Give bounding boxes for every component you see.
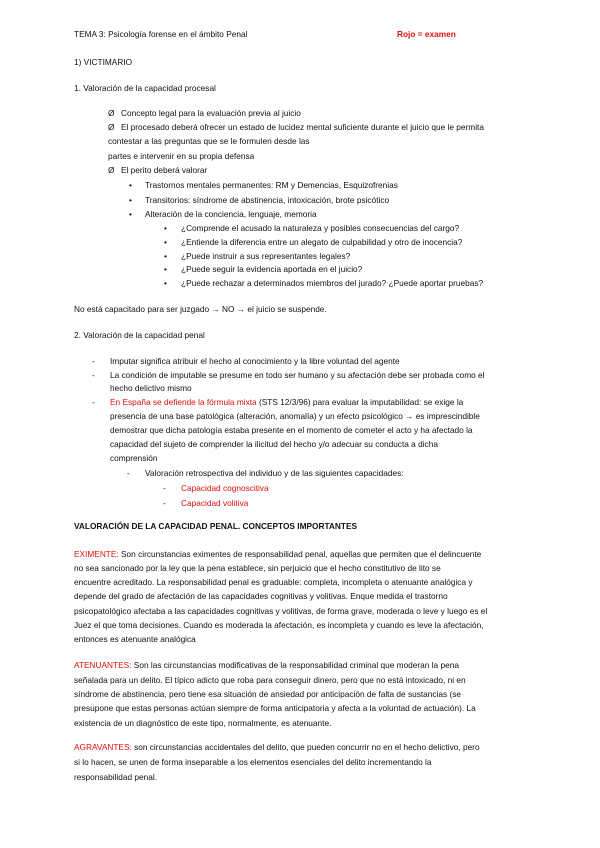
round-bullet-icon: • [164, 251, 167, 261]
section-heading-victimario: 1) VICTIMARIO [74, 57, 133, 67]
question-item: ¿Entiende la diferencia entre un alegato de culpabilidad y otro de inocencia? [181, 237, 463, 247]
atenuantes-text: Son las circunstancias modificativas de la responsabilidad criminal que moderan la pena [131, 660, 459, 670]
sub-bullet-item: Trastornos mentales permanentes: RM y Demencias, Esquizofrenias [145, 180, 398, 190]
round-bullet-icon: • [164, 278, 167, 288]
atenuantes-paragraph-line: existencia de un diagnóstico de este tipo, normalmente, es atenuante. [74, 718, 332, 728]
round-bullet-icon: • [129, 195, 132, 205]
eximente-paragraph-line: Juez el que toma decisiones. Cuando es moderada la afectación, es incompleta y cuando es leve la afectación, [74, 620, 484, 630]
arrow-bullet-icon: Ø [108, 122, 115, 132]
bullet-continuation: contestar a las preguntas que se le formulen desde las [108, 136, 310, 146]
atenuantes-paragraph-line: síndrome de abstinencia, pero tiene esa situación de ansiedad por anticipación de falta de sustancias (se [74, 689, 461, 699]
bullet-item: Concepto legal para la evaluación previa al juicio [121, 108, 301, 118]
agravantes-paragraph-line: responsabilidad penal. [74, 772, 158, 782]
dash-item: La condición de imputable se presume en todo ser humano y su afectación debe ser probada como el [110, 370, 485, 380]
dash-bullet-icon: - [92, 356, 95, 366]
sub-bullet-item: Transitorios: síndrome de abstinencia, intoxicación, brote psicótico [145, 195, 390, 205]
exam-color-legend: Rojo = examen [397, 29, 456, 39]
round-bullet-icon: • [164, 264, 167, 274]
agravantes-paragraph-line: si lo hacen, se unen de forma inseparable a los elementos esenciales del delito incrementando la [74, 757, 432, 767]
dash-bullet-icon: - [127, 468, 130, 478]
dash-item: Imputar significa atribuir el hecho al conocimiento y la libre voluntad del agente [110, 356, 400, 366]
capacity-item: Capacidad cognoscitiva [181, 483, 269, 493]
dash-item-formula-mixta [110, 397, 463, 408]
question-item: ¿Puede rechazar a determinados miembros del jurado? ¿Puede aportar pruebas? [181, 278, 484, 288]
eximente-paragraph-line: depende del grado de afectación de las capacidades cognitivas y volitivas. Enque medida el trastorno [74, 591, 448, 601]
round-bullet-icon: • [164, 223, 167, 233]
formula-mixta-text: (STS 12/3/96) para evaluar la imputabilidad: se exige la [256, 397, 464, 407]
bullet-item: El perito deberá valorar [121, 165, 208, 175]
dash-bullet-icon: - [92, 370, 95, 380]
dash-continuation: capacidad del sujeto de comprender la ilicitud del hecho y/o adecuar su conducta a dicha [110, 439, 438, 449]
retrospective-item: Valoración retrospectiva del individuo y de las siguientes capacidades: [145, 468, 404, 478]
section-heading-conceptos: VALORACIÓN DE LA CAPACIDAD PENAL. CONCEPTOS IMPORTANTES [74, 521, 358, 531]
dash-bullet-icon: - [163, 498, 166, 508]
dash-continuation: hecho delictivo mismo [110, 383, 192, 393]
dash-continuation: comprensión [110, 453, 158, 463]
atenuantes-paragraph-line: presupone que estas personas actúan siempre de forma anticipatoria y afecta a la voluntad de actuación). La [74, 703, 476, 713]
agravantes-paragraph-line [74, 742, 480, 753]
agravantes-text: son circunstancias accidentales del delito, que pueden concurrir no en el hecho delictivo, pero [131, 742, 480, 752]
eximente-paragraph-line: entonces es atenuante analógica [74, 634, 196, 644]
subsection-capacidad-penal: 2. Valoración de la capacidad penal [74, 330, 205, 340]
eximente-paragraph-line: encuentre acreditado. La responsabilidad penal es graduable: completa, incompleta o atenuante analógica y [74, 577, 473, 587]
question-item: ¿Puede instruir a sus representantes legales? [181, 251, 351, 261]
document-title: TEMA 3: Psicología forense en el ámbito Penal [74, 29, 248, 39]
arrow-bullet-icon: Ø [108, 108, 115, 118]
capacity-item: Capacidad volitiva [181, 498, 249, 508]
round-bullet-icon: • [164, 237, 167, 247]
atenuantes-label: ATENUANTES: [74, 660, 132, 670]
question-item: ¿Comprende el acusado la naturaleza y posibles consecuencias del cargo? [181, 223, 460, 233]
eximente-text: Son circunstancias eximentes de responsabilidad penal, aquellas que permiten que el delincuente [118, 549, 482, 559]
question-item: ¿Puede seguir la evidencia aportada en el juicio? [181, 264, 363, 274]
agravantes-label: AGRAVANTES: [74, 742, 132, 752]
dash-continuation: presencia de una base patológica (alteración, anomalía) y un efecto psicológico → es imprescindible [110, 411, 480, 421]
formula-mixta-highlight: En España se defiende la fórmula mixta [110, 397, 257, 407]
atenuantes-paragraph-line: señalada para un delito. El típico adicto que roba para conseguir dinero, pero que no está intoxicado, ni en [74, 675, 466, 685]
round-bullet-icon: • [129, 180, 132, 190]
sub-bullet-item: Alteración de la conciencia, lenguaje, memoria [145, 209, 317, 219]
dash-continuation: demostrar que dicha patología estaba presente en el momento de cometer el acto y ha afectado la [110, 425, 473, 435]
eximente-paragraph-line: no sea sancionado por la ley que la pena establece, sin perjuicio que el hecho constitutivo de lito se [74, 563, 441, 573]
dash-bullet-icon: - [92, 397, 95, 407]
eximente-paragraph-line: psicopatológico afectaba a las capacidades cognitivas y volitivas, de forma grave, moderada o leve y luego es el [74, 606, 488, 616]
subsection-capacidad-procesal: 1. Valoración de la capacidad procesal [74, 83, 216, 93]
arrow-bullet-icon: Ø [108, 165, 115, 175]
conclusion-text: No está capacitado para ser juzgado → NO → el juicio se suspende. [74, 304, 327, 314]
eximente-paragraph-line [74, 549, 481, 560]
bullet-item: El procesado deberá ofrecer un estado de lucidez mental suficiente durante el juicio que le permita [121, 122, 484, 132]
bullet-continuation: partes e intervenir en su propia defensa [108, 151, 255, 161]
eximente-label: EXIMENTE: [74, 549, 119, 559]
dash-bullet-icon: - [163, 483, 166, 493]
round-bullet-icon: • [129, 209, 132, 219]
atenuantes-paragraph-line [74, 660, 459, 671]
